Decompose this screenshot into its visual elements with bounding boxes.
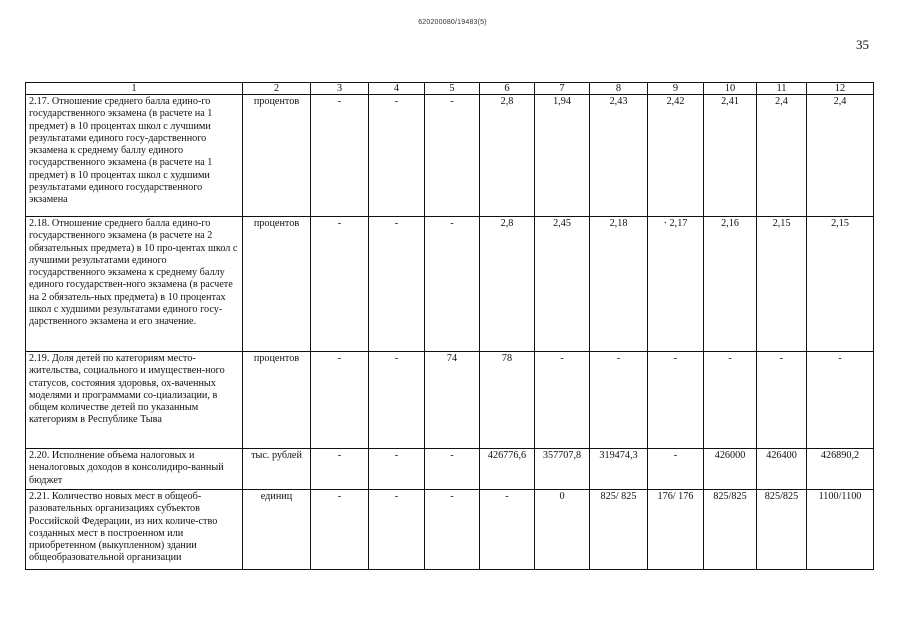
table-cell: - [704, 352, 757, 449]
table-cell: - [311, 217, 369, 352]
table-cell: - [535, 352, 590, 449]
table-cell: - [311, 490, 369, 570]
table-cell: 78 [480, 352, 535, 449]
table-row [26, 217, 874, 352]
table-cell: 426890,2 [807, 449, 874, 490]
column-header: 1 [26, 83, 243, 95]
table-cell: 1100/1100 [807, 490, 874, 570]
table-cell: 2,4 [757, 95, 807, 217]
table-cell: 2,42 [648, 95, 704, 217]
table-cell: 825/ 825 [590, 490, 648, 570]
indicator-unit: тыс. рублей [243, 449, 311, 490]
table-cell: - [425, 490, 480, 570]
table-cell: - [648, 449, 704, 490]
document-id: 620200080/19483(5) [418, 19, 487, 26]
table-row [26, 490, 874, 570]
column-header: 5 [425, 83, 480, 95]
table-cell: 319474,3 [590, 449, 648, 490]
table-cell: - [807, 352, 874, 449]
table-cell: - [369, 352, 425, 449]
table-cell: - [425, 449, 480, 490]
column-header: 11 [757, 83, 807, 95]
indicator-unit: единиц [243, 490, 311, 570]
table-cell: - [648, 352, 704, 449]
table-cell: 2,18 [590, 217, 648, 352]
table-cell: - [311, 449, 369, 490]
table-row [26, 352, 874, 449]
column-header: 7 [535, 83, 590, 95]
table-cell: 2,16 [704, 217, 757, 352]
table-cell: 1,94 [535, 95, 590, 217]
indicators-table [25, 82, 874, 570]
indicator-unit: процентов [243, 352, 311, 449]
table-cell: 2,15 [757, 217, 807, 352]
table-cell: 74 [425, 352, 480, 449]
indicator-description: 2.18. Отношение среднего балла едино-го государственного экзамена (в расчете на 2 обязательных предмета) в 10 про-центах школ с лучшими результатами единого государственного экзамена к среднему баллу единого государствен-ного экзамена (в расчете на 2 обязатель-ных предмета) в 10 процентах школ с худшими результатами единого госу-дарственного экзамена и его значение. [26, 217, 243, 352]
table-cell: - [757, 352, 807, 449]
table-cell: - [425, 217, 480, 352]
table-cell: 426776,6 [480, 449, 535, 490]
column-header: 10 [704, 83, 757, 95]
table-cell: - [480, 490, 535, 570]
indicator-description: 2.17. Отношение среднего балла едино-го государственного экзамена (в расчете на 1 предмет) в 10 процентах школ с лучшими результатами единого госу-дарственного экзамена к среднему баллу единого государственного экзамена (в расчете на 1 предмет) в 10 процентах школ с худшими результатами единого государственного экзамена [26, 95, 243, 217]
indicator-unit: процентов [243, 217, 311, 352]
table-cell: - [369, 449, 425, 490]
table-cell: 825/825 [757, 490, 807, 570]
table-cell: 426000 [704, 449, 757, 490]
table-cell: 176/ 176 [648, 490, 704, 570]
table-cell: 2,45 [535, 217, 590, 352]
column-header: 8 [590, 83, 648, 95]
table-cell: - [311, 95, 369, 217]
table-cell: - [369, 217, 425, 352]
table-cell: - [311, 352, 369, 449]
table-row [26, 95, 874, 217]
table-cell: 357707,8 [535, 449, 590, 490]
table-cell: - [590, 352, 648, 449]
column-number-row [26, 83, 874, 95]
column-header: 2 [243, 83, 311, 95]
indicator-description: 2.19. Доля детей по категориям место-жительства, социального и имуществен-ного статусов, состояния здоровья, ох-ваченных моделями и программами со-циализации, в общем количестве детей по указанным категориям в Республике Тыва [26, 352, 243, 449]
table-cell: 825/825 [704, 490, 757, 570]
table-cell: - [369, 95, 425, 217]
column-header: 9 [648, 83, 704, 95]
table-cell: 426400 [757, 449, 807, 490]
column-header: 4 [369, 83, 425, 95]
table-cell: 2,8 [480, 95, 535, 217]
table-cell: - [425, 95, 480, 217]
column-header: 12 [807, 83, 874, 95]
page-number: 35 [856, 37, 869, 52]
table-row [26, 449, 874, 490]
table-cell: 2,8 [480, 217, 535, 352]
table-cell: · 2,17 [648, 217, 704, 352]
indicator-unit: процентов [243, 95, 311, 217]
table-cell: 2,4 [807, 95, 874, 217]
column-header: 3 [311, 83, 369, 95]
indicator-description: 2.20. Исполнение объема налоговых и неналоговых доходов в консолидиро-ванный бюджет [26, 449, 243, 490]
table-cell: 2,43 [590, 95, 648, 217]
table-cell: 2,41 [704, 95, 757, 217]
table-cell: 2,15 [807, 217, 874, 352]
table-cell: 0 [535, 490, 590, 570]
table-cell: - [369, 490, 425, 570]
column-header: 6 [480, 83, 535, 95]
indicator-description: 2.21. Количество новых мест в общеоб-разовательных организациях субъектов Российской Федерации, из них количе-ство созданных мест в построенном или приобретенном (выкупленном) здании общеобразовательной организации [26, 490, 243, 570]
